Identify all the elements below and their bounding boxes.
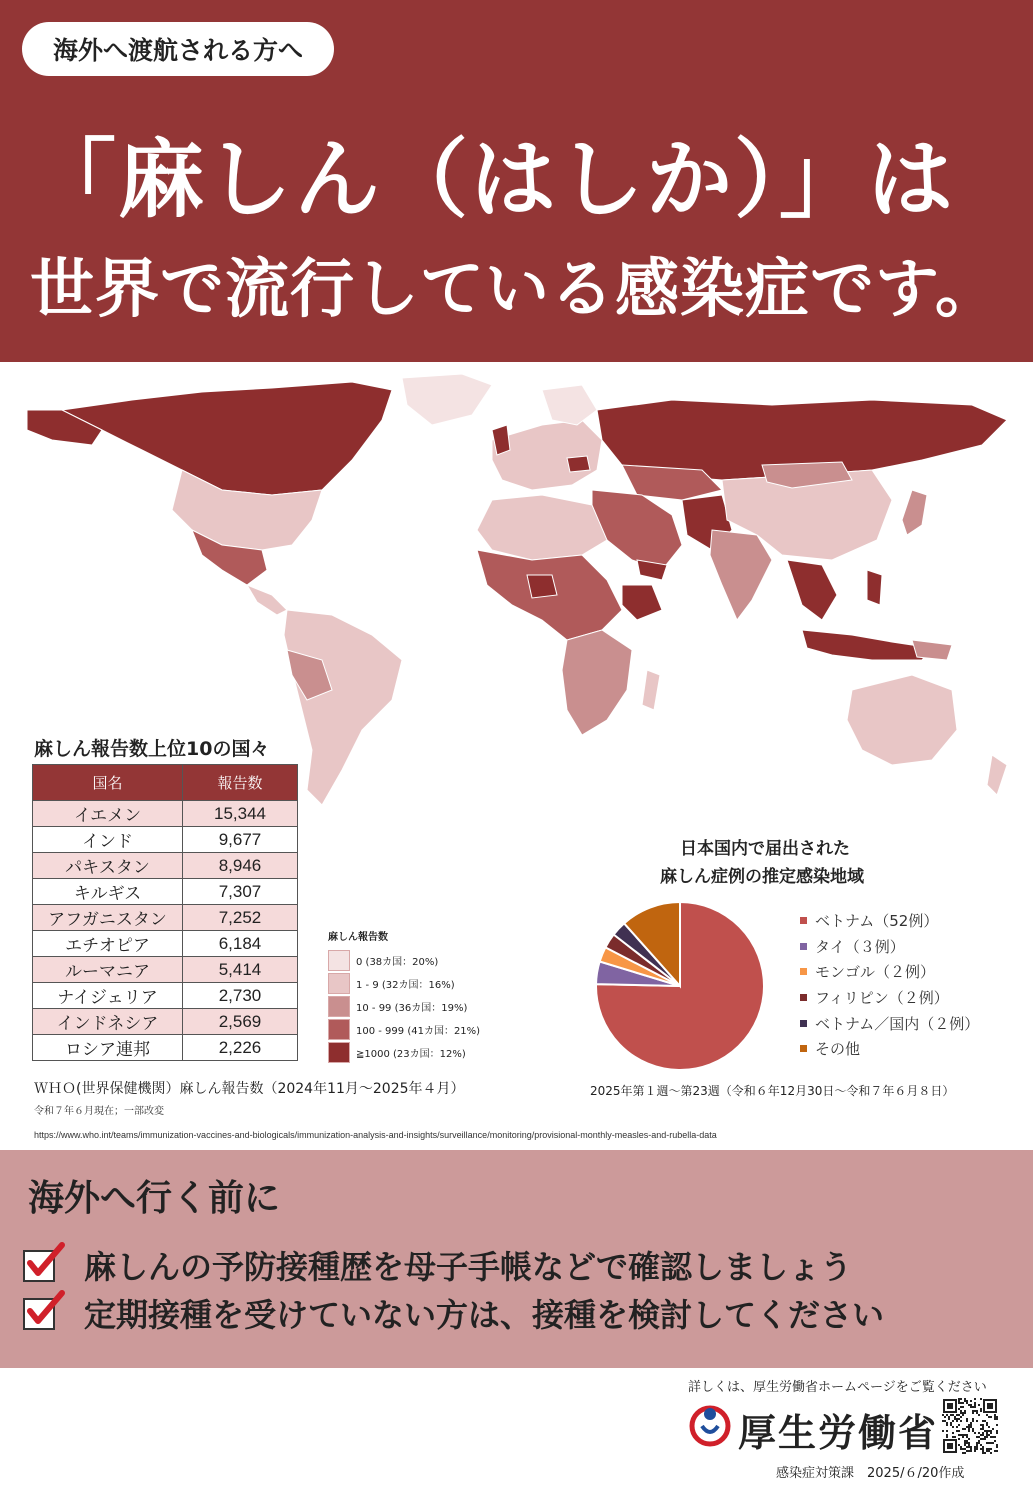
pie-legend-item [800,1010,979,1036]
country-cell: アフガニスタン [33,905,183,931]
legend-swatch [328,1019,350,1040]
checkbox-icon [24,1247,60,1283]
pie-legend-marker [800,1045,807,1052]
map-europe [492,420,602,490]
table-row [33,931,298,957]
reports-cell: 15,344 [183,801,298,827]
map-romania [567,456,590,472]
map-southeast-asia [787,560,837,620]
country-cell: イエメン [33,801,183,827]
country-cell: ナイジェリア [33,983,183,1009]
pie-legend-item [800,934,979,960]
pie-legend-item [800,959,979,985]
map-southern-africa [562,630,632,735]
checklist-item-1 [24,1242,852,1288]
map-png [912,640,952,660]
map-legend-item [328,1041,528,1064]
pie-title-line1: 日本国内で届出された [680,839,850,859]
reports-cell: 5,414 [183,957,298,983]
pie-legend-label: ベトナム（52例） [815,912,939,931]
map-australia [847,675,957,765]
pie-legend-marker [800,994,807,1001]
pie-legend-marker [800,943,807,950]
table-row [33,983,298,1009]
col-reports-header: 報告数 [183,765,298,801]
pie-legend-label: ベトナム／国内（２例） [815,1014,980,1033]
before-travel-title: 海外へ行く前に [28,1178,281,1219]
pie-legend-item [800,908,979,934]
country-cell: エチオピア [33,931,183,957]
country-cell: キルギス [33,879,183,905]
country-cell: インド [33,827,183,853]
map-philippines [867,570,882,605]
map-madagascar [642,670,660,710]
top10-title: 麻しん報告数上位10の国々 [34,738,270,760]
map-south-america [284,610,402,805]
legend-label: ≧1000 (23カ国：12%) [356,1049,466,1060]
map-legend-title: 麻しん報告数 [328,932,388,943]
reports-cell: 2,730 [183,983,298,1009]
reports-cell: 2,226 [183,1035,298,1061]
checklist-item-2 [24,1290,884,1336]
legend-label: 10 - 99 (36カ国：19%) [356,1003,468,1014]
main-title-line2: 世界で流行している感染症です。 [30,253,1000,327]
legend-swatch [328,973,350,994]
pie-title-line2: 麻しん症例の推定感染地域 [660,867,864,887]
table-row [33,957,298,983]
reports-cell: 9,677 [183,827,298,853]
pie-legend-label: モンゴル（２例） [815,963,936,982]
table-row [33,1035,298,1061]
table-row [33,905,298,931]
table-row [33,827,298,853]
table-header-row [33,765,298,801]
pie-legend-marker [800,968,807,975]
legend-label: 100 - 999 (41カ国：21%) [356,1026,481,1037]
map-middle-east [592,490,682,570]
country-cell: ルーマニア [33,957,183,983]
table-row [33,853,298,879]
country-cell: インドネシア [33,1009,183,1035]
pie-legend [800,908,979,1062]
map-india [710,530,772,620]
top10-table [32,764,298,1061]
map-canada [62,382,392,495]
map-scandinavia [542,385,597,425]
pie-legend-marker [800,917,807,924]
pie-legend-item [800,985,979,1011]
reports-cell: 7,307 [183,879,298,905]
pie-title [640,835,940,891]
map-north-africa [477,495,607,560]
footer-department: 感染症対策課 2025/６/20作成 [776,1466,965,1481]
checklist-text-2: 定期接種を受けていない方は、接種を検討してください [84,1296,885,1334]
map-greenland [402,374,492,425]
legend-label: 0 (38カ国：20%) [356,957,439,968]
reports-cell: 7,252 [183,905,298,931]
map-ethiopia [622,585,662,620]
map-legend-item [328,1018,528,1041]
header-banner [0,0,1033,362]
reports-cell: 2,569 [183,1009,298,1035]
pie-caption: 2025年第１週～第23週（令和６年12月30日～令和７年６月８日） [590,1084,955,1098]
who-caption: ＷＨＯ(世界保健機関）麻しん報告数（2024年11月～2025年４月） [34,1081,465,1097]
map-legend-item [328,972,528,995]
checkbox-icon [24,1295,60,1331]
map-nigeria [527,575,557,598]
col-country-header: 国名 [33,765,183,801]
who-note: 令和７年６月現在；一部改変 [34,1106,164,1117]
map-legend [328,928,528,1064]
qr-code-icon[interactable] [942,1398,998,1454]
checklist-text-1: 麻しんの予防接種歴を母子手帳などで確認しましょう [84,1248,853,1286]
before-travel-band [0,1150,1033,1368]
pie-legend-label: その他 [815,1040,861,1059]
pie-chart [590,896,770,1076]
reports-cell: 8,946 [183,853,298,879]
legend-label: 1 - 9 (32カ国：16%) [356,980,455,991]
pie-legend-marker [800,1020,807,1027]
pie-legend-item [800,1036,979,1062]
pie-legend-label: フィリピン（２例） [815,989,949,1008]
map-new-zealand [987,755,1007,795]
country-cell: パキスタン [33,853,183,879]
table-row [33,1009,298,1035]
footer-note: 詳しくは、厚生労働省ホームページをご覧ください [688,1380,987,1395]
legend-swatch [328,950,350,971]
map-legend-item [328,995,528,1018]
map-indonesia [802,630,932,660]
ministry-name: 厚生労働省 [738,1411,939,1455]
map-japan [902,490,927,535]
table-row [33,801,298,827]
ministry-logo-icon [688,1402,732,1448]
reports-cell: 6,184 [183,931,298,957]
map-legend-item [328,949,528,972]
who-source-link[interactable]: https://www.who.int/teams/immunization-vaccines-and-biologicals/immunization-analysis-and-insights/surveillance/monitoring/provisional-monthly-measles-and-rubella-data [34,1130,717,1140]
legend-swatch [328,1042,350,1063]
table-row [33,879,298,905]
pie-legend-label: タイ（３例） [815,937,905,956]
legend-swatch [328,996,350,1017]
map-central-america [247,585,287,615]
country-cell: ロシア連邦 [33,1035,183,1061]
audience-badge: 海外へ渡航される方へ [22,22,334,76]
main-title-line1: 「麻しん（はしか）」は [30,130,955,230]
